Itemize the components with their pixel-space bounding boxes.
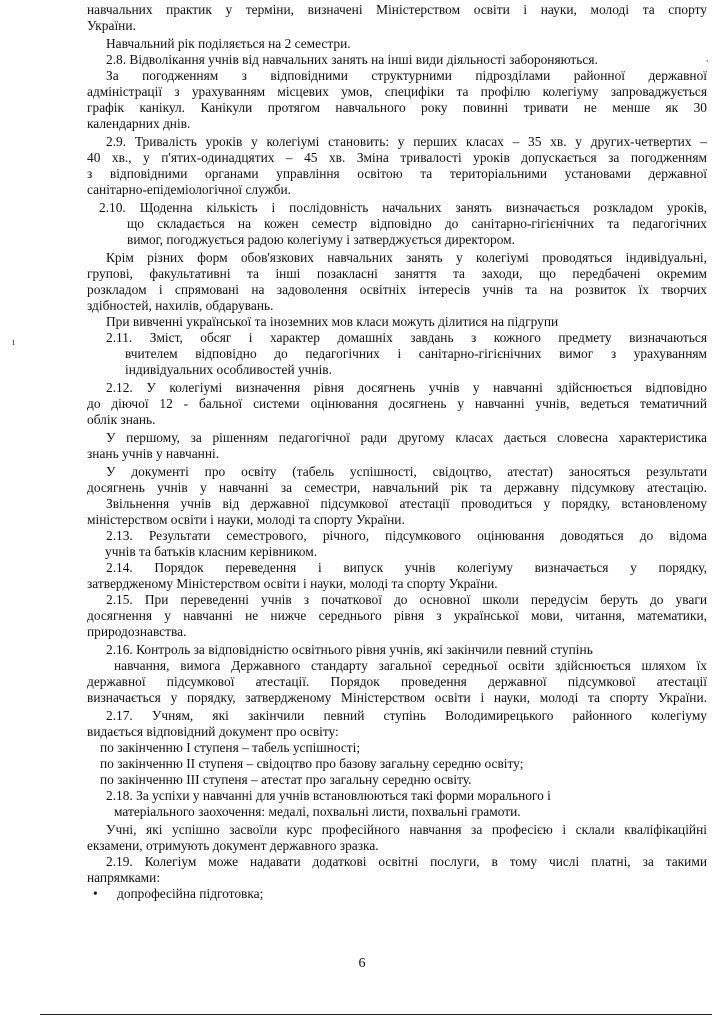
scan-speck-mark: ı	[12, 336, 16, 348]
text-line: з відповідними органами управління освітою та територіальними установами державної	[87, 166, 707, 181]
text-line: 2.17. Учням, які закінчили певний ступінь Володимирецького районного колегіуму	[106, 708, 707, 723]
text-line: матеріального заохочення: медалі, похвальні листи, похвальні грамоти.	[114, 804, 521, 819]
text-line: Навчальний рік поділяється на 2 семестри.	[106, 36, 351, 51]
text-line: навчання, вимога Державного стандарту загальної середньої освіти здійснюється шляхом їх	[114, 658, 707, 673]
text-line: 2.8. Відволікання учнів від навчальних занять на інші види діяльності забороняються.	[106, 52, 598, 67]
scan-edge-line	[40, 1014, 712, 1015]
scan-speck-mark: ‵	[706, 58, 709, 72]
text-line: Учні, які успішно засвоїли курс професійного навчання за професією і склали кваліфікаційні	[106, 822, 707, 837]
text-line: облік знань.	[87, 412, 156, 427]
bullet-text: допрофесійна підготовка;	[117, 886, 264, 901]
text-line: досягнень учнів у навчанні за семестри, навчальний рік та державну підсумкову атестацію.	[87, 480, 707, 495]
text-line: природознавства.	[87, 624, 187, 639]
text-line: 2.15. При переведенні учнів з початкової до основної школи передусім беруть до уваги	[106, 592, 707, 607]
text-line: видається відповідний документ про освіту:	[87, 724, 339, 739]
text-line: по закінченню ІІ ступеня – свідоцтво про базову загальну середню освіту;	[100, 756, 524, 771]
text-line: екзамени, отримують документ державного зразка.	[87, 838, 379, 853]
text-line: що складається на кожен семестр відповідно до санітарно-гігієнічних та педагогічних	[127, 216, 707, 231]
text-line: визначається у порядку, затвердженому Міністерством освіти і науки, молоді та спорту України.	[87, 690, 707, 705]
text-line: затвердженому Міністерством освіти і науки, молоді та спорту України.	[87, 576, 498, 591]
text-line: індивідуальних особливостей учнів.	[125, 362, 332, 377]
text-line: по закінченню ІІІ ступеня – атестат про загальну середню освіту.	[100, 772, 472, 787]
text-line: по закінченню І ступеня – табель успішності;	[100, 740, 361, 755]
text-line: календарних днів.	[87, 116, 191, 131]
text-line: 2.12. У колегіумі визначення рівня досягнень учнів у навчанні здійснюється відповідно	[106, 380, 707, 395]
bullet-icon: •	[93, 886, 98, 901]
text-line: державної підсумкової атестації. Порядок проведення державної підсумкової атестації	[87, 674, 707, 689]
text-line: міністерством освіти і науки, молоді та спорту України.	[87, 512, 405, 527]
text-line: 2.14. Порядок переведення і випуск учнів колегіуму визначається у порядку,	[106, 560, 707, 575]
text-line: вимог, погоджується радою колегіуму і затверджується директором.	[127, 232, 515, 247]
text-line: адміністрації з урахуванням місцевих умов, специфіки та профілю колегіуму запроваджується	[87, 84, 707, 99]
text-line: до діючої 12 - бальної системи оцінювання досягнень у навчанні учнів, ведеться тематичний	[87, 396, 707, 411]
text-line: Крім різних форм обов'язкових навчальних занять у колегіумі проводяться індивідуальні,	[106, 250, 707, 265]
text-line: У першому, за рішенням педагогічної ради другому класах дається словесна характеристика	[106, 430, 707, 445]
text-line: При вивченні української та іноземних мов класи можуть ділитися на підгрупи	[106, 314, 559, 329]
text-line: 2.9. Тривалість уроків у колегіумі становить: у перших класах – 35 хв. у других-четвертих –	[106, 134, 707, 149]
text-line: здібностей, нахилів, обдарувань.	[87, 298, 274, 313]
page-number: 6	[358, 956, 366, 971]
text-line: 2.16. Контроль за відповідністю освітнього рівня учнів, які закінчили певний ступінь	[106, 642, 593, 657]
text-line: 2.10. Щоденна кількість і послідовність начальних занять визначається розкладом уроків,	[99, 200, 707, 215]
text-line: напрямками:	[87, 870, 161, 885]
text-line: України.	[87, 18, 136, 33]
text-line: 2.13. Результати семестрового, річного, підсумкового оцінювання доводяться до відома	[106, 528, 707, 543]
text-line: За погодженням з відповідними структурними підрозділами районної державної	[106, 68, 707, 83]
text-line: Звільнення учнів від державної підсумкової атестації проводиться у порядку, встановленому	[106, 496, 707, 511]
text-line: 40 хв., у п'ятих-одинадцятих – 45 хв. Зміна тривалості уроків допускається за погодженням	[87, 150, 707, 165]
text-line: вчителем відповідно до педагогічних і санітарно-гігієнічних вимог з урахуванням	[125, 346, 707, 361]
document-body	[87, 2, 707, 902]
text-line: групові, факультативні та інші позакласні заняття та заходи, що передбачені окремим	[87, 266, 707, 281]
text-line: санітарно-епідеміологічної служби.	[87, 182, 292, 197]
text-line: розкладом і спрямовані на задоволення освітніх інтересів учнів та на розвиток їх творчих	[87, 282, 707, 297]
text-line: графік канікул. Канікули протягом навчального року повинні тривати не менше як 30	[87, 100, 707, 115]
text-line: У документі про освіту (табель успішності, свідоцтво, атестат) заносяться результати	[106, 464, 707, 479]
text-line: знань учнів у навчанні.	[87, 446, 220, 461]
text-line: 2.19. Колегіум може надавати додаткові освітні послуги, в тому числі платні, за такими	[106, 854, 707, 869]
text-line: досягнення у навчанні не нижче середнього рівня з української мови, читання, математики,	[87, 608, 707, 623]
text-line: учнів та батьків класним керівником.	[105, 544, 318, 559]
bullet-item	[87, 886, 707, 902]
text-line: 2.11. Зміст, обсяг і характер домашніх завдань з кожного предмету визначаються	[106, 330, 707, 345]
text-line: 2.18. За успіхи у навчанні для учнів встановлюються такі форми морального і	[106, 788, 551, 803]
text-line: навчальних практик у терміни, визначені Міністерством освіти і науки, молоді та спорту	[87, 2, 707, 17]
